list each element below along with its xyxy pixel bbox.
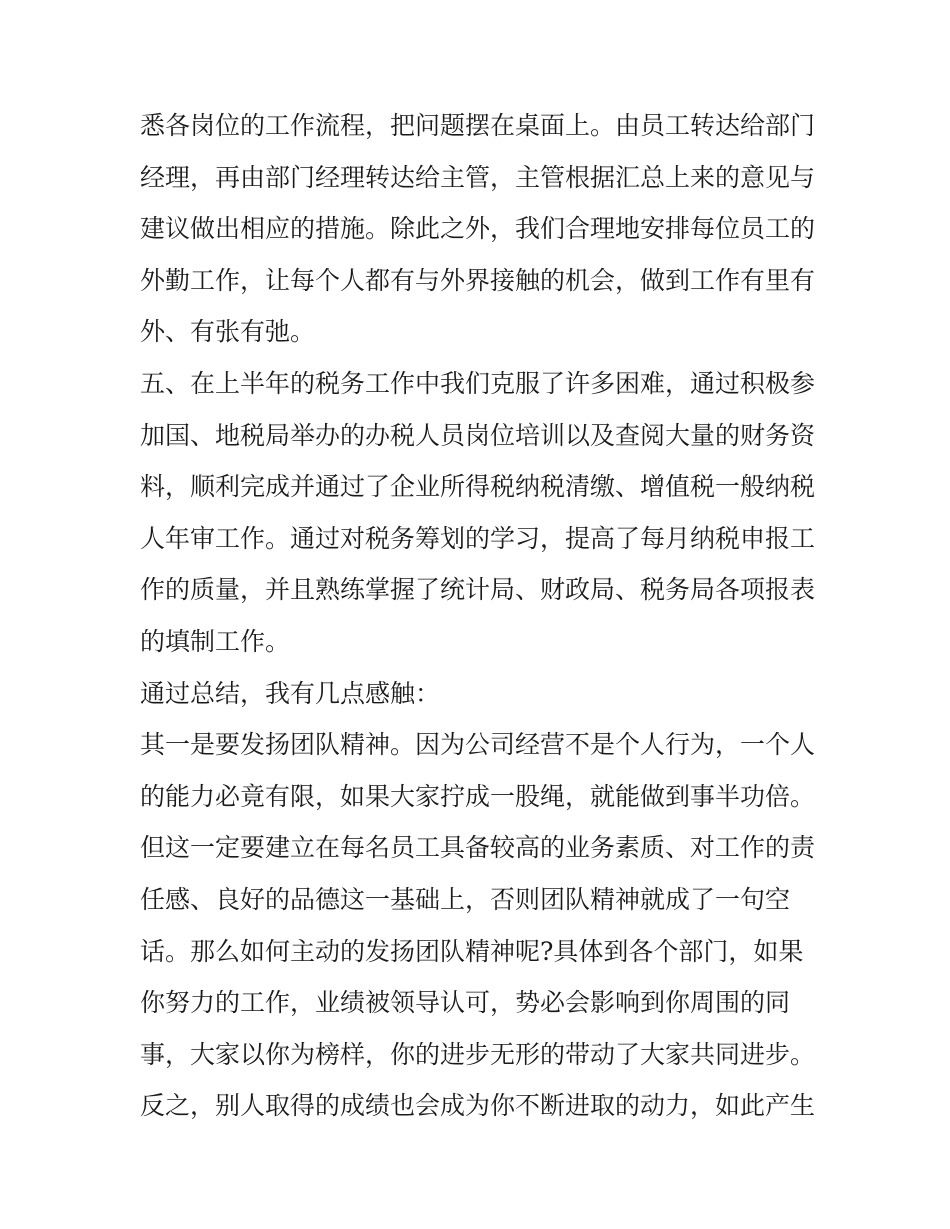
text-line: 但这一定要建立在每名员工具备较高的业务素质、对工作的责: [140, 833, 816, 863]
text-line: 人年审工作。通过对税务筹划的学习，提高了每月纳税申报工: [140, 523, 816, 553]
text-line: 悉各岗位的工作流程，把问题摆在桌面上。由员工转达给部门: [140, 111, 816, 140]
text-line: 经理，再由部门经理转达给主管，主管根据汇总上来的意见与: [140, 162, 816, 192]
text-line: 外勤工作，让每个人都有与外界接触的机会，做到工作有里有: [140, 265, 816, 295]
document-body: [140, 100, 830, 1132]
text-line: 的填制工作。: [140, 626, 291, 656]
text-line: 话。那么如何主动的发扬团队精神呢?具体到各个部门，如果: [140, 936, 804, 966]
text-line: 的能力必竟有限，如果大家拧成一股绳，就能做到事半功倍。: [140, 781, 816, 811]
text-line: 事，大家以你为榜样，你的进步无形的带动了大家共同进步。: [140, 1039, 816, 1069]
text-line: 作的质量，并且熟练掌握了统计局、财政局、税务局各项报表: [140, 575, 816, 605]
text-line: 建议做出相应的措施。除此之外，我们合理地安排每位员工的: [140, 214, 816, 244]
text-line: 通过总结，我有几点感触：: [140, 678, 441, 708]
text-line: 外、有张有弛。: [140, 317, 316, 347]
text-line: 其一是要发扬团队精神。因为公司经营不是个人行为，一个人: [140, 730, 816, 760]
text-line: 你努力的工作，业绩被领导认可，势必会影响到你周围的同: [140, 988, 791, 1018]
text-line: 五、在上半年的税务工作中我们克服了许多困难，通过积极参: [140, 368, 816, 398]
text-line: 任感、良好的品德这一基础上，否则团队精神就成了一句空: [140, 884, 791, 914]
text-line: 料，顺利完成并通过了企业所得税纳税清缴、增值税一般纳税: [140, 472, 816, 502]
text-line: 反之，别人取得的成绩也会成为你不断进取的动力，如此产生: [140, 1091, 816, 1121]
text-line: 加国、地税局举办的办税人员岗位培训以及查阅大量的财务资: [140, 420, 816, 450]
